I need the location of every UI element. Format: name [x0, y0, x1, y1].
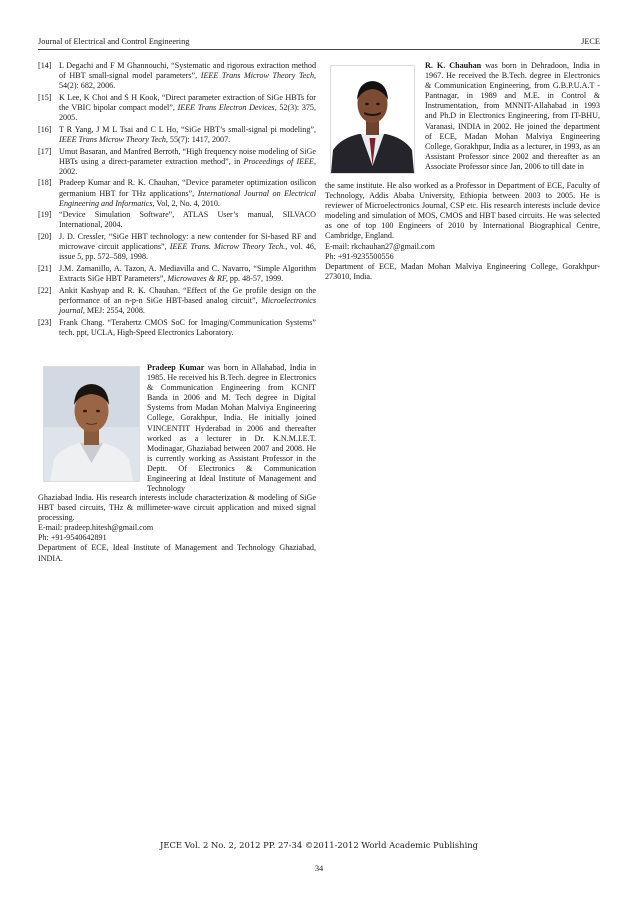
author-email: E-mail: pradeep.hitesh@gmail.com [38, 523, 154, 533]
reference-number: [17] [38, 146, 52, 156]
reference-item: [14] L Degachi and F M Ghannouchi, “Systematic and rigorous extraction method of HBT small-signal model parameters”, IEEE Trans Microw Theory Tech, 54(2): 682, 2006. [38, 61, 317, 91]
footer-citation: JECE Vol. 2 No. 2, 2012 PP. 27-34 ©2011-2012 World Academic Publishing [159, 840, 479, 850]
reference-item: [18] Pradeep Kumar and R. K. Chauhan, “Device parameter optimization osilicon germanium HBT for THz applications”, International Journal on Electrical Engineering and Informatics, Vol, 2, No. 4, 2010. [38, 178, 317, 208]
running-header [38, 37, 600, 50]
author-phone: Ph: +91-9540642891 [38, 533, 107, 543]
reference-item: [23] Frank Chang. “Terahertz CMOS SoC for Imaging/Communication Systems” tech. ppt, UCLA, High-Speed Electronics Laboratory. [38, 317, 316, 337]
journal-name: Journal of Electrical and Control Engineering [38, 37, 190, 46]
author-photo-chauhan [330, 65, 415, 174]
reference-number: [16] [38, 124, 52, 134]
reference-item: [16] T R Yang, J M L Tsai and C L Ho, “SiGe HBT’s small-signal pi modeling”, IEEE Trans Microw Theory Tech, 55(7): 1417, 2007. [38, 124, 316, 144]
reference-number: [14] [38, 61, 52, 70]
author-affiliation: Department of ECE, Ideal Institute of Management and Technology Ghaziabad, INDIA. [38, 543, 316, 563]
reference-item: [19] “Device Simulation Software”, ATLAS User’s manual, SILVACO International, 2004. [38, 210, 316, 230]
author-name: Pradeep Kumar [147, 363, 205, 372]
reference-item: [21] J.M. Zamanillo, A. Tazon, A. Mediavilla and C. Navarro, “Simple Algorithm Extracts SiGe HBT Parameters”, Microwaves & RF, pp. 48-57, 1999. [38, 263, 316, 284]
reference-item: [15] K Lee, K Choi and S H Kook, “Direct parameter extraction of SiGe HBTs for the VBIC bipolar compact model”, IEEE Trans Electron Devices, 52(3): 375, 2005. [38, 92, 316, 123]
reference-number: [19] [38, 210, 52, 220]
journal-abbr: JECE [581, 37, 600, 46]
page-number: 34 [314, 864, 324, 873]
author-phone: Ph: +91-9235500556 [325, 251, 394, 261]
reference-number: [22] [38, 285, 52, 295]
portrait-image [44, 367, 139, 481]
author-email: E-mail: rkchauhan27@gmail.com [325, 241, 435, 251]
references-list [38, 61, 316, 339]
author-photo-kumar [43, 366, 140, 482]
portrait-image [331, 66, 414, 173]
reference-item: [20] J. D. Cressler, “SiGe HBT technology: a new contender for Si-based RF and microwave circuit applications”, IEEE Trans. Microw Theory Tech., vol. 46, issue 5, pp. 572–589, 1998. [38, 232, 317, 262]
bio-continuation: the same institute. He also worked as a Professor in Department of ECE, Faculty of Technology, Addis Ababa University, Ethiopia between 2003 to 2005. He is reviewer of Microelectronics Journal, CSP etc. His research interests include device modeling and simulation of MOS, CMOS and HBT based circuits. He was selected as one of top 100 Engineers of 2010 by International Biographical Centre, Cambridge, England. [325, 181, 600, 241]
bio-continuation: Ghaziabad India. His research interests include characterization & modeling of SiGe HBT based circuits, THz & millimeter-wave circuit application and mixed signal processing. [38, 493, 316, 523]
reference-number: [20] [38, 232, 52, 242]
author-affiliation: Department of ECE, Madan Mohan Malviya Engineering College, Gorakhpur-273010, India. [325, 261, 600, 281]
reference-item: [22] Ankit Kashyap and R. K. Chauhan. “Effect of the Ge profile design on the performance of an n-p-n SiGe HBT-based analog circuit”, Microelectronics journal, MEJ: 2554, 2008. [38, 285, 316, 315]
reference-item: [17] Umut Basaran, and Manfred Berroth, “High frequency noise modeling of SiGe HBTs using a direct-parameter extraction method”, in Proceedings of IEEE, 2002. [38, 146, 316, 176]
reference-number: [23] [38, 317, 52, 327]
reference-number: [15] [38, 92, 52, 102]
reference-number: [18] [38, 178, 52, 188]
reference-number: [21] [38, 263, 52, 273]
author-name: R. K. Chauhan [425, 61, 482, 70]
